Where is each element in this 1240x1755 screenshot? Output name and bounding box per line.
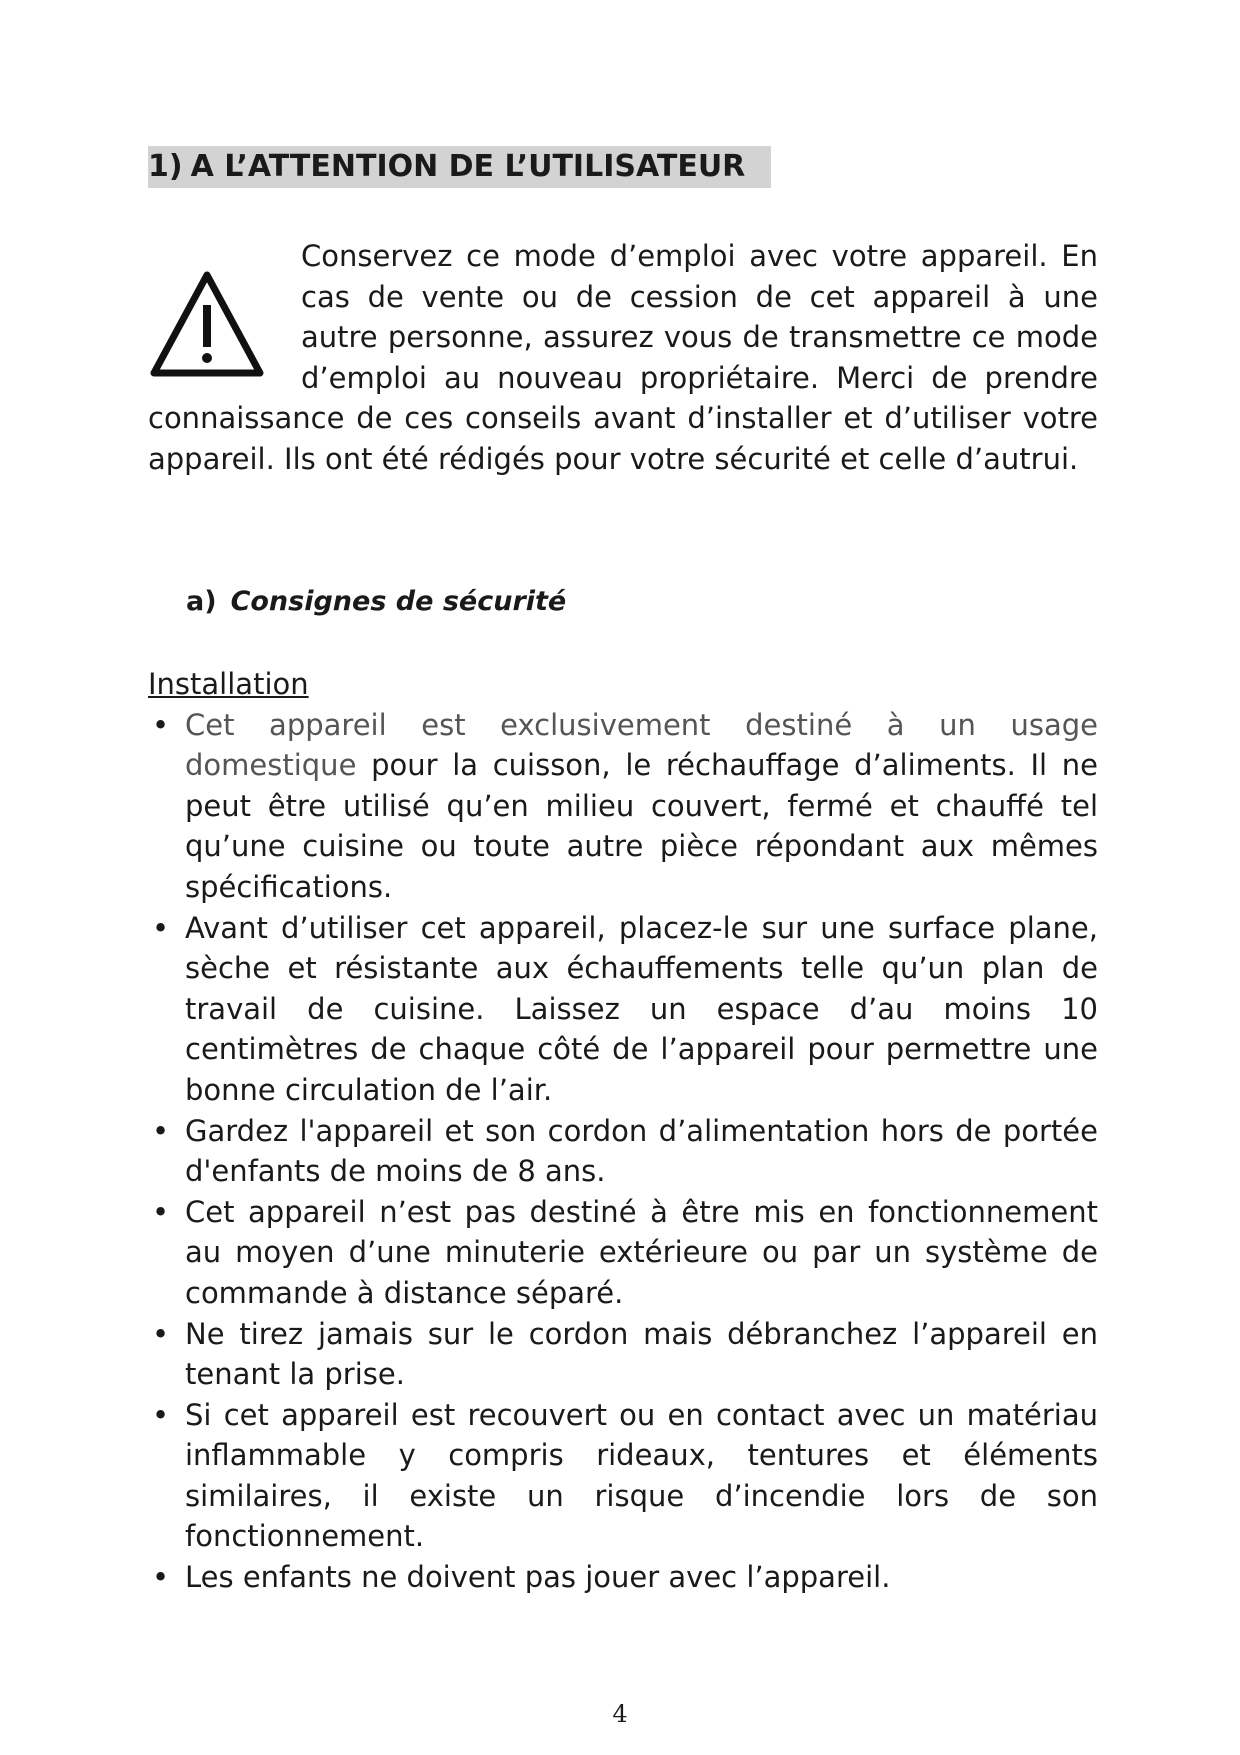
list-item-text: Cet appareil n’est pas destiné à être mis en fonctionnement au moyen d’une minuterie extérieure ou par un système de commande à distance séparé.	[185, 1194, 1098, 1310]
list-item	[148, 1557, 1098, 1598]
heading-text: A L’ATTENTION DE L’UTILISATEUR	[190, 149, 746, 184]
list-item-text: Avant d’utiliser cet appareil, placez-le sur une surface plane, sèche et résistante aux échauffements telle qu’un plan de travail de cuisine. Laissez un espace d’au moins 10 centimètres de chaque côté de l’appareil pour permettre une bonne circulation de l’air.	[185, 910, 1098, 1107]
subsection-title: Consignes de sécurité	[230, 586, 567, 617]
bullet-icon: •	[152, 910, 170, 945]
list-item	[148, 1314, 1098, 1395]
bullet-icon: •	[152, 1194, 170, 1229]
list-item-text: Si cet appareil est recouvert ou en contact avec un matériau inflammable y compris rideaux, tentures et éléments similaires, il existe un risque d’incendie lors de son fonctionnement.	[185, 1397, 1098, 1554]
section-heading	[148, 146, 771, 188]
list-item	[148, 1395, 1098, 1557]
intro-block	[148, 236, 1098, 480]
installation-section	[148, 664, 1098, 1598]
list-item	[148, 1192, 1098, 1314]
warning-triangle-icon	[148, 236, 301, 378]
page-number: 4	[612, 1700, 628, 1728]
bullet-icon: •	[152, 1397, 170, 1432]
list-item-text: Ne tirez jamais sur le cordon mais débranchez l’appareil en tenant la prise.	[185, 1316, 1098, 1392]
bullet-icon: •	[152, 707, 170, 742]
list-item	[148, 1111, 1098, 1192]
bullet-icon: •	[152, 1113, 170, 1148]
installation-list	[148, 705, 1098, 1598]
subsection-heading	[186, 584, 566, 620]
list-item-text: pour la cuisson, le réchauffage d’aliments. Il ne peut être utilisé qu’en milieu couvert, fermé et chauffé tel qu’une cuisine ou toute autre pièce répondant aux mêmes spécifications.	[185, 748, 1098, 904]
bullet-icon: •	[152, 1560, 170, 1595]
list-item	[148, 908, 1098, 1111]
intro-paragraph: Conservez ce mode d’emploi avec votre appareil. En cas de vente ou de cession de cet appareil à une autre personne, assurez vous de transmettre ce mode d’emploi au nouveau propriétaire. Merci de prendre connaissance de ces conseils avant d’installer et d’utiliser votre appareil. Ils ont été rédigés pour votre sécurité et celle d’autrui.	[148, 239, 1098, 476]
list-item-text: Les enfants ne doivent pas jouer avec l’appareil.	[185, 1560, 891, 1595]
list-item	[148, 705, 1098, 908]
heading-number: 1)	[148, 149, 183, 184]
list-item-text: Gardez l'appareil et son cordon d’alimentation hors de portée d'enfants de moins de 8 ans.	[185, 1113, 1098, 1189]
subsection-letter: a)	[186, 586, 217, 617]
installation-title: Installation	[148, 667, 309, 701]
bullet-icon: •	[152, 1316, 170, 1351]
list-item-highlight: Cet appareil est exclusivement destiné à un usage domestique	[185, 707, 1098, 783]
